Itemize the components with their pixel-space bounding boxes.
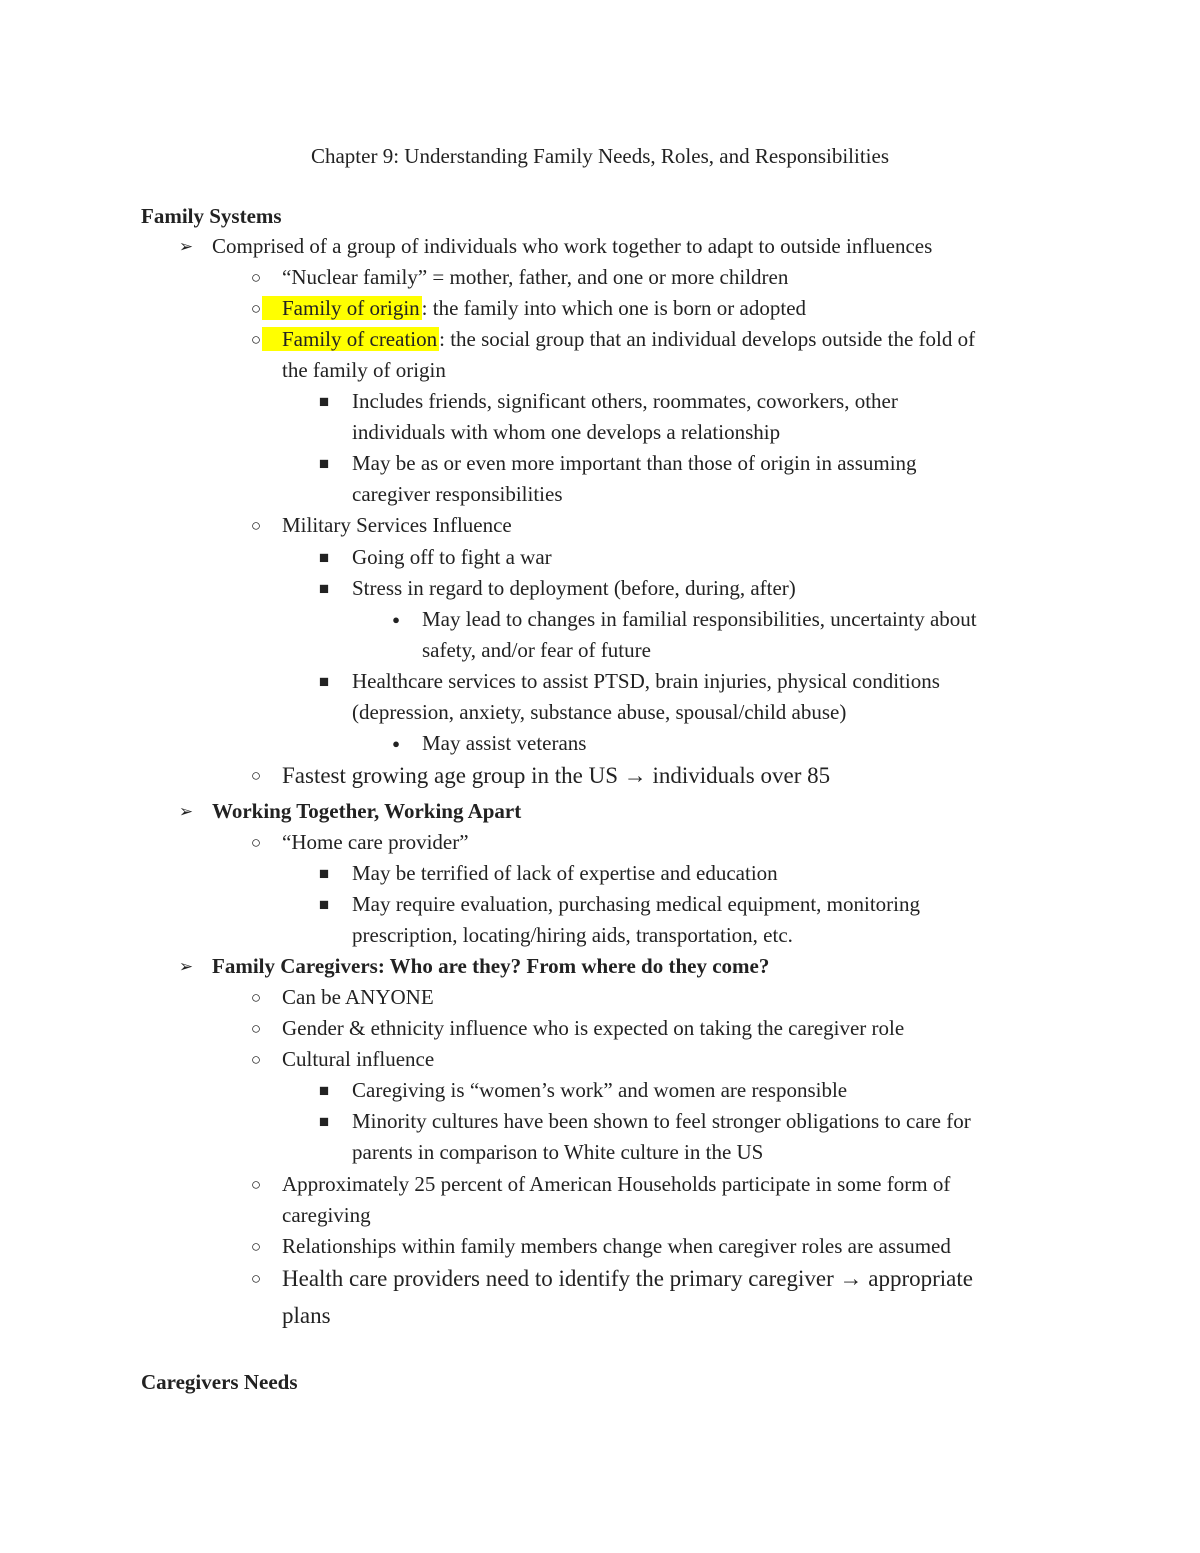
section-heading-family-systems: Family Systems bbox=[141, 204, 282, 228]
list-item: Military Services Influence bbox=[282, 513, 512, 537]
list-item: May be as or even more important than those of origin in assuming bbox=[352, 451, 917, 475]
dot-bullet-icon: ● bbox=[392, 612, 400, 627]
circle-bullet-icon: ○ bbox=[250, 1269, 262, 1288]
circle-bullet-icon: ○ bbox=[250, 833, 262, 852]
square-bullet-icon: ■ bbox=[318, 864, 330, 883]
list-item: Includes friends, significant others, roommates, coworkers, other bbox=[352, 389, 898, 413]
list-item-continuation: plans bbox=[282, 1303, 331, 1328]
list-item-continuation: prescription, locating/hiring aids, transportation, etc. bbox=[352, 923, 793, 947]
circle-bullet-icon: ○ bbox=[250, 1019, 262, 1038]
section-heading-caregivers-needs: Caregivers Needs bbox=[141, 1370, 298, 1394]
list-item: Comprised of a group of individuals who work together to adapt to outside influences bbox=[212, 234, 933, 258]
arrow-bullet-icon: ➢ bbox=[178, 237, 194, 256]
list-item: “Home care provider” bbox=[282, 830, 469, 854]
circle-bullet-icon: ○ bbox=[250, 766, 262, 785]
list-item: Approximately 25 percent of American Households participate in some form of bbox=[282, 1172, 951, 1196]
list-item-continuation: parents in comparison to White culture in the US bbox=[352, 1140, 764, 1164]
list-item: Healthcare services to assist PTSD, brain injuries, physical conditions bbox=[352, 669, 940, 693]
term-definition: : the family into which one is born or adopted bbox=[421, 296, 807, 320]
circle-bullet-icon: ○ bbox=[250, 516, 262, 535]
page-title: Chapter 9: Understanding Family Needs, Roles, and Responsibilities bbox=[310, 144, 889, 168]
list-item: Relationships within family members change when caregiver roles are assumed bbox=[282, 1234, 951, 1258]
square-bullet-icon: ■ bbox=[318, 895, 330, 914]
list-item: May be terrified of lack of expertise and education bbox=[352, 861, 778, 885]
circle-bullet-icon: ○ bbox=[250, 1050, 262, 1069]
list-item bbox=[262, 293, 806, 324]
circle-bullet-icon: ○ bbox=[250, 330, 262, 349]
list-item: Caregiving is “women’s work” and women are responsible bbox=[352, 1078, 848, 1102]
arrow-bullet-icon: ➢ bbox=[178, 802, 194, 821]
dot-bullet-icon: ● bbox=[392, 736, 400, 751]
list-item-continuation: the family of origin bbox=[282, 358, 446, 382]
list-item-continuation: individuals with whom one develops a relationship bbox=[352, 420, 781, 444]
list-item: May require evaluation, purchasing medical equipment, monitoring bbox=[352, 892, 921, 916]
circle-bullet-icon: ○ bbox=[250, 268, 262, 287]
highlighted-term: Family of origin bbox=[262, 296, 422, 320]
circle-bullet-icon: ○ bbox=[250, 1237, 262, 1256]
list-item: Fastest growing age group in the US → individuals over 85 bbox=[282, 763, 831, 788]
square-bullet-icon: ■ bbox=[318, 548, 330, 567]
list-item-heading: Family Caregivers: Who are they? From where do they come? bbox=[212, 954, 770, 978]
term-definition: : the social group that an individual develops outside the fold of bbox=[439, 327, 976, 351]
square-bullet-icon: ■ bbox=[318, 1112, 330, 1131]
list-item bbox=[262, 324, 975, 355]
list-item-heading: Working Together, Working Apart bbox=[212, 799, 522, 823]
list-item: Going off to fight a war bbox=[352, 545, 552, 569]
square-bullet-icon: ■ bbox=[318, 672, 330, 691]
list-item-continuation: caregiving bbox=[282, 1203, 371, 1227]
highlighted-term: Family of creation bbox=[262, 327, 439, 351]
list-item: Health care providers need to identify the primary caregiver → appropriate bbox=[282, 1266, 973, 1291]
square-bullet-icon: ■ bbox=[318, 454, 330, 473]
list-item: May lead to changes in familial responsibilities, uncertainty about bbox=[422, 607, 977, 631]
circle-bullet-icon: ○ bbox=[250, 988, 262, 1007]
list-item-continuation: caregiver responsibilities bbox=[352, 482, 563, 506]
list-item-continuation: (depression, anxiety, substance abuse, spousal/child abuse) bbox=[352, 700, 847, 724]
list-item-continuation: safety, and/or fear of future bbox=[422, 638, 651, 662]
circle-bullet-icon: ○ bbox=[250, 1175, 262, 1194]
list-item: Minority cultures have been shown to feel stronger obligations to care for bbox=[352, 1109, 971, 1133]
list-item: Gender & ethnicity influence who is expected on taking the caregiver role bbox=[282, 1016, 905, 1040]
list-item: “Nuclear family” = mother, father, and one or more children bbox=[282, 265, 789, 289]
square-bullet-icon: ■ bbox=[318, 579, 330, 598]
list-item: May assist veterans bbox=[422, 731, 587, 755]
list-item: Can be ANYONE bbox=[282, 985, 434, 1009]
list-item: Cultural influence bbox=[282, 1047, 435, 1071]
arrow-bullet-icon: ➢ bbox=[178, 957, 194, 976]
circle-bullet-icon: ○ bbox=[250, 299, 262, 318]
list-item: Stress in regard to deployment (before, during, after) bbox=[352, 576, 796, 600]
square-bullet-icon: ■ bbox=[318, 1081, 330, 1100]
square-bullet-icon: ■ bbox=[318, 392, 330, 411]
